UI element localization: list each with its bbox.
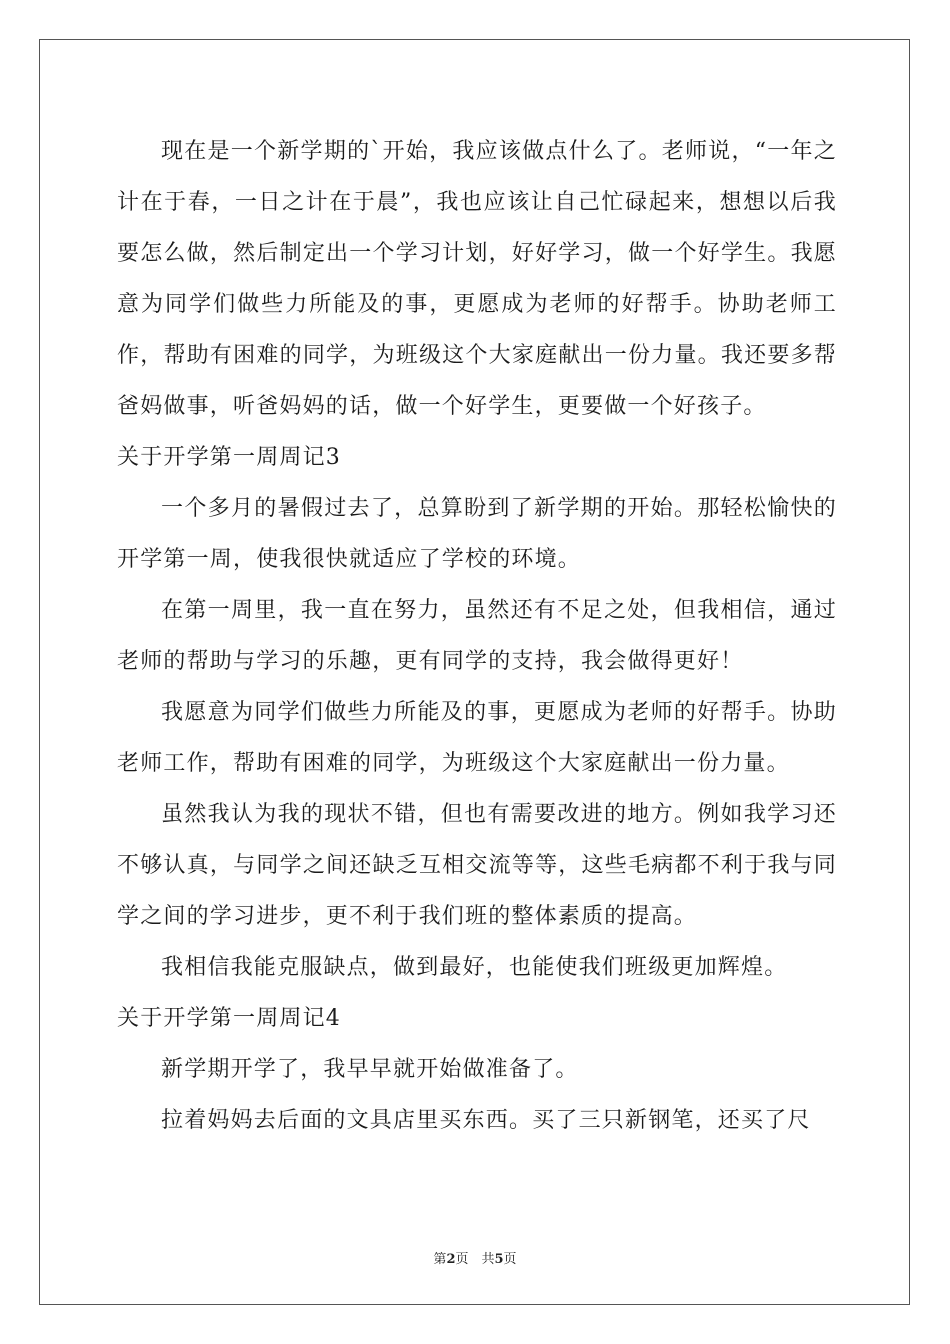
paragraph: 虽然我认为我的现状不错，但也有需要改进的地方。例如我学习还不够认真，与同学之间还缺乏互相交流等等，这些毛病都不利于我与同学之间的学习进步，更不利于我们班的整体素质的提高。 [117,802,837,929]
page-footer [0,1248,950,1267]
paragraph: 一个多月的暑假过去了，总算盼到了新学期的开始。那轻松愉快的开学第一周，使我很快就适应了学校的环境。 [117,496,837,572]
current-page-number: 2 [446,1252,456,1267]
document-body [117,126,837,1146]
footer-suffix: 页 [503,1252,517,1267]
footer-mid: 页 共 [455,1252,495,1267]
section-heading: 关于开学第一周周记3 [117,445,341,470]
paragraph: 拉着妈妈去后面的文具店里买东西。买了三只新钢笔，还买了尺 [161,1108,811,1133]
paragraph: 在第一周里，我一直在努力，虽然还有不足之处，但我相信，通过老师的帮助与学习的乐趣，更有同学的支持，我会做得更好！ [117,598,837,674]
section-heading: 关于开学第一周周记4 [117,1006,341,1031]
paragraph: 现在是一个新学期的`开始，我应该做点什么了。老师说，“一年之计在于春，一日之计在于晨”，我也应该让自己忙碌起来，想想以后我要怎么做，然后制定出一个学习计划，好好学习，做一个好学生。我愿意为同学们做些力所能及的事，更愿成为老师的好帮手。协助老师工作，帮助有困难的同学，为班级这个大家庭献出一份力量。我还要多帮爸妈做事，听爸妈妈的话，做一个好学生，更要做一个好孩子。 [117,139,837,419]
paragraph: 我愿意为同学们做些力所能及的事，更愿成为老师的好帮手。协助老师工作，帮助有困难的同学，为班级这个大家庭献出一份力量。 [117,700,837,776]
paragraph: 新学期开学了，我早早就开始做准备了。 [161,1057,579,1082]
total-page-number: 5 [494,1252,504,1267]
footer-prefix: 第 [433,1252,447,1267]
paragraph: 我相信我能克服缺点，做到最好，也能使我们班级更加辉煌。 [161,955,788,980]
